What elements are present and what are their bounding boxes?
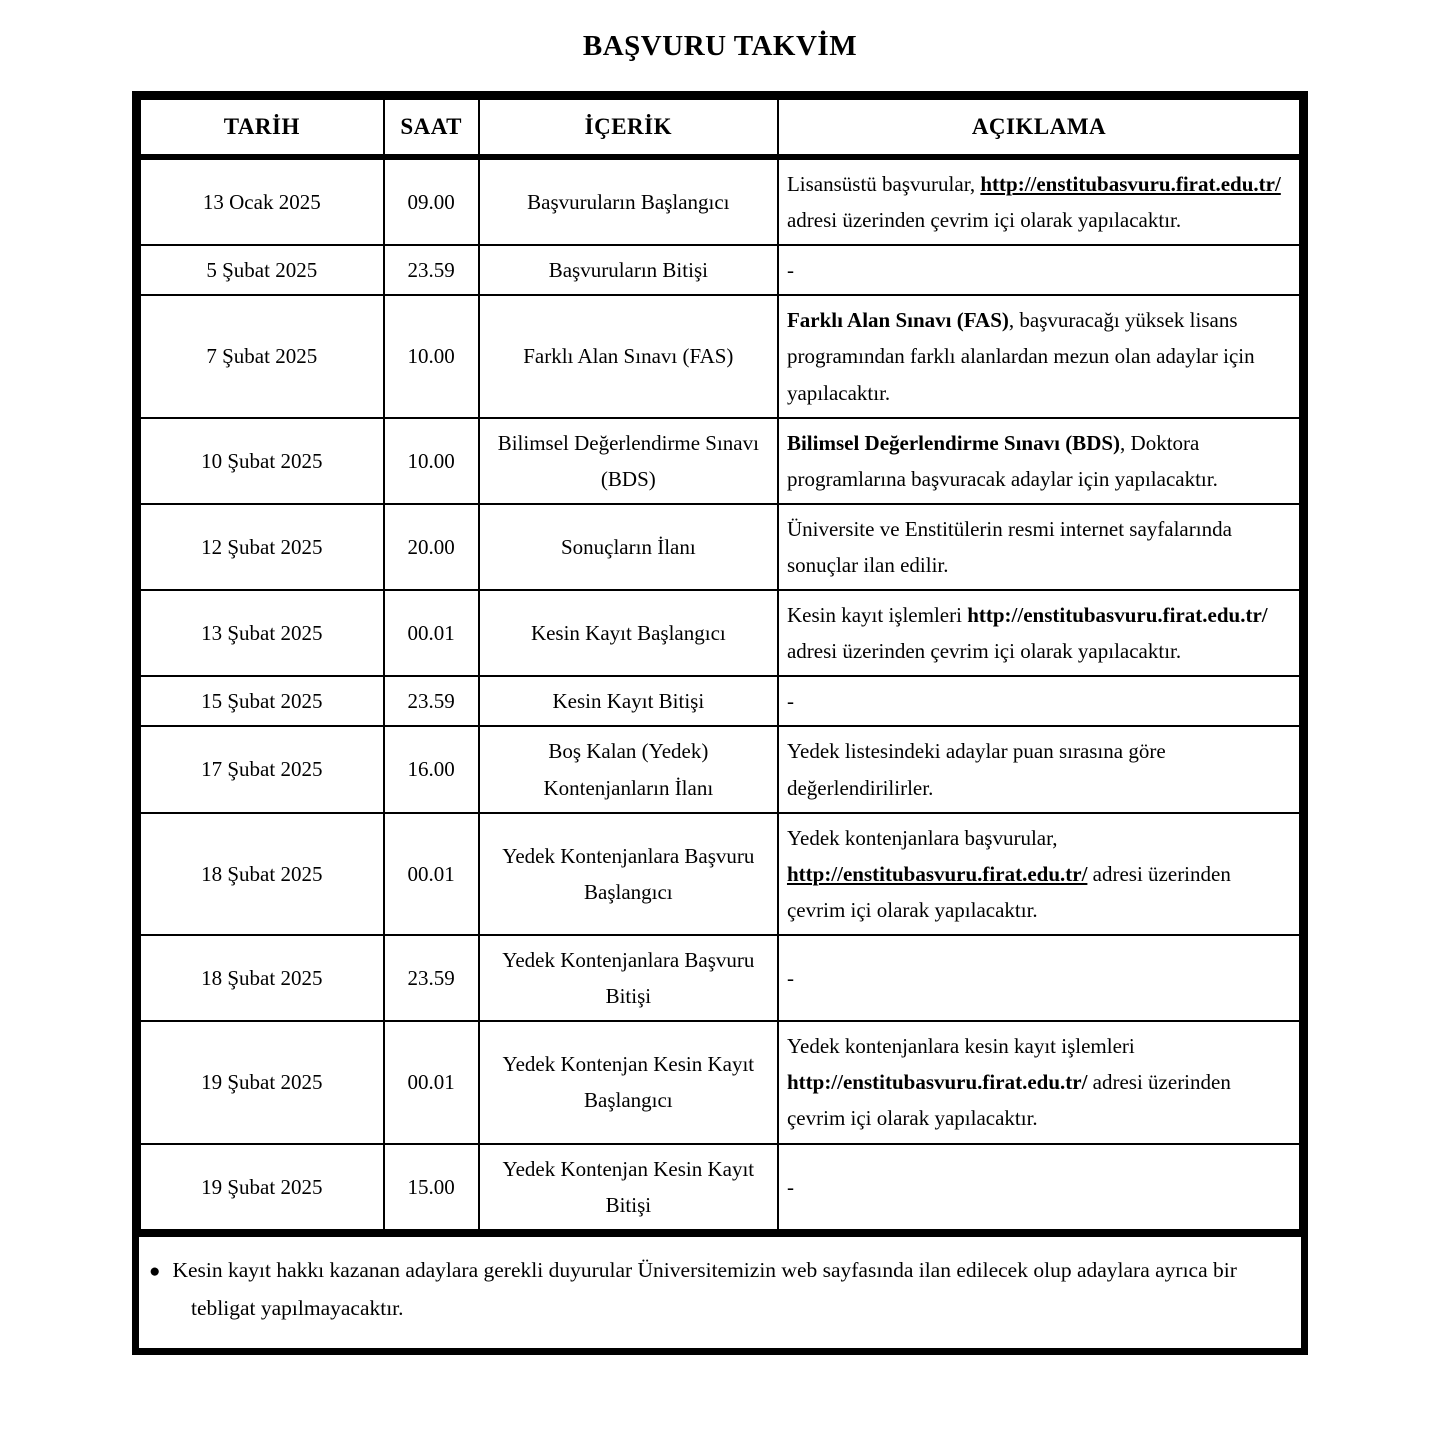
description-cell	[778, 813, 1300, 935]
description-cell	[778, 418, 1300, 504]
date-cell: 17 Şubat 2025	[140, 726, 384, 812]
table-header	[140, 99, 1300, 157]
date-cell: 12 Şubat 2025	[140, 504, 384, 590]
description-text: Üniversite ve Enstitülerin resmi internet sayfalarında sonuçlar ilan edilir.	[786, 516, 1232, 577]
content-cell: Yedek Kontenjanlara Başvuru Başlangıcı	[479, 813, 778, 935]
time-cell: 23.59	[384, 245, 479, 295]
time-cell: 15.00	[384, 1144, 479, 1230]
date-cell: 5 Şubat 2025	[140, 245, 384, 295]
table-row	[140, 418, 1300, 504]
content-cell: Sonuçların İlanı	[479, 504, 778, 590]
time-cell: 09.00	[384, 157, 479, 245]
description-text: adresi üzerinden çevrim içi olarak yapılacaktır.	[786, 639, 1182, 664]
description-text: Kesin kayıt işlemleri	[786, 603, 968, 628]
header-row	[140, 99, 1300, 157]
description-cell	[778, 726, 1300, 812]
time-cell: 00.01	[384, 1021, 479, 1143]
content-cell: Boş Kalan (Yedek) Kontenjanların İlanı	[479, 726, 778, 812]
url-link[interactable]: http://enstitubasvuru.firat.edu.tr/	[786, 1070, 1088, 1095]
description-text: -	[786, 258, 794, 283]
content-cell: Yedek Kontenjan Kesin Kayıt Başlangıcı	[479, 1021, 778, 1143]
time-cell: 10.00	[384, 418, 479, 504]
content-cell: Başvuruların Başlangıcı	[479, 157, 778, 245]
footer-note	[139, 1231, 1301, 1348]
content-cell: Kesin Kayıt Başlangıcı	[479, 590, 778, 676]
description-text: , başvuracağı yüksek lisans programından farklı alanlardan mezun olan adaylar için yapılacaktır.	[786, 308, 1255, 405]
url-link[interactable]: http://enstitubasvuru.firat.edu.tr/	[967, 603, 1268, 628]
description-cell	[778, 245, 1300, 295]
description-text: -	[786, 966, 794, 991]
application-calendar-table	[139, 98, 1301, 1231]
date-cell: 18 Şubat 2025	[140, 935, 384, 1021]
footer-note-text: Kesin kayıt hakkı kazanan adaylara gerekli duyurular Üniversitemizin web sayfasında ilan edilecek olup adaylara ayrıca bir tebligat yapılmayacaktır.	[172, 1257, 1237, 1321]
column-header-aciklama: AÇIKLAMA	[778, 99, 1300, 157]
table-row	[140, 935, 1300, 1021]
description-cell	[778, 590, 1300, 676]
date-cell: 13 Şubat 2025	[140, 590, 384, 676]
time-cell: 23.59	[384, 676, 479, 726]
date-cell: 7 Şubat 2025	[140, 295, 384, 417]
time-cell: 23.59	[384, 935, 479, 1021]
table-row	[140, 813, 1300, 935]
column-header-tarih: TARİH	[140, 99, 384, 157]
description-text: Yedek kontenjanlara başvurular,	[786, 825, 1058, 850]
date-cell: 18 Şubat 2025	[140, 813, 384, 935]
table-row	[140, 676, 1300, 726]
content-cell: Kesin Kayıt Bitişi	[479, 676, 778, 726]
content-cell: Bilimsel Değerlendirme Sınavı (BDS)	[479, 418, 778, 504]
date-cell: 19 Şubat 2025	[140, 1144, 384, 1230]
date-cell: 15 Şubat 2025	[140, 676, 384, 726]
table-row	[140, 504, 1300, 590]
column-header-icerik: İÇERİK	[479, 99, 778, 157]
description-text: , Doktora programlarına başvuracak adaylar için yapılacaktır.	[786, 430, 1218, 491]
table-row	[140, 157, 1300, 245]
description-cell	[778, 935, 1300, 1021]
date-cell: 19 Şubat 2025	[140, 1021, 384, 1143]
description-text: -	[786, 689, 794, 714]
description-cell	[778, 157, 1300, 245]
bullet-icon: ●	[149, 1260, 161, 1282]
description-text: adresi üzerinden çevrim içi olarak yapılacaktır.	[786, 208, 1182, 233]
date-cell: 13 Ocak 2025	[140, 157, 384, 245]
description-cell	[778, 295, 1300, 417]
description-text: Yedek listesindeki adaylar puan sırasına göre değerlendirilirler.	[786, 739, 1166, 800]
date-cell: 10 Şubat 2025	[140, 418, 384, 504]
column-header-saat: SAAT	[384, 99, 479, 157]
description-text: Bilimsel Değerlendirme Sınavı (BDS)	[786, 430, 1121, 455]
description-cell	[778, 504, 1300, 590]
table-row	[140, 590, 1300, 676]
description-cell	[778, 676, 1300, 726]
description-text: adresi üzerinden çevrim içi olarak yapılacaktır.	[786, 1070, 1231, 1131]
page-title: BAŞVURU TAKVİM	[582, 30, 858, 62]
content-cell: Yedek Kontenjanlara Başvuru Bitişi	[479, 935, 778, 1021]
time-cell: 00.01	[384, 813, 479, 935]
table-row	[140, 726, 1300, 812]
time-cell: 00.01	[384, 590, 479, 676]
table-row	[140, 1144, 1300, 1230]
url-link[interactable]: http://enstitubasvuru.firat.edu.tr/	[786, 861, 1088, 886]
description-text: adresi üzerinden çevrim içi olarak yapılacaktır.	[786, 861, 1231, 922]
description-text: Lisansüstü başvurular,	[786, 172, 981, 196]
content-cell: Yedek Kontenjan Kesin Kayıt Bitişi	[479, 1144, 778, 1230]
calendar-table-frame	[132, 91, 1308, 1355]
description-text: Farklı Alan Sınavı (FAS)	[786, 308, 1009, 333]
time-cell: 10.00	[384, 295, 479, 417]
description-text: Yedek kontenjanlara kesin kayıt işlemleri	[786, 1034, 1135, 1059]
content-cell: Başvuruların Bitişi	[479, 245, 778, 295]
time-cell: 16.00	[384, 726, 479, 812]
content-cell: Farklı Alan Sınavı (FAS)	[479, 295, 778, 417]
table-body	[140, 157, 1300, 1230]
url-link[interactable]: http://enstitubasvuru.firat.edu.tr/	[980, 172, 1281, 196]
description-cell	[778, 1021, 1300, 1143]
table-row	[140, 245, 1300, 295]
description-text: -	[786, 1174, 794, 1199]
description-cell	[778, 1144, 1300, 1230]
table-row	[140, 295, 1300, 417]
time-cell: 20.00	[384, 504, 479, 590]
table-row	[140, 1021, 1300, 1143]
